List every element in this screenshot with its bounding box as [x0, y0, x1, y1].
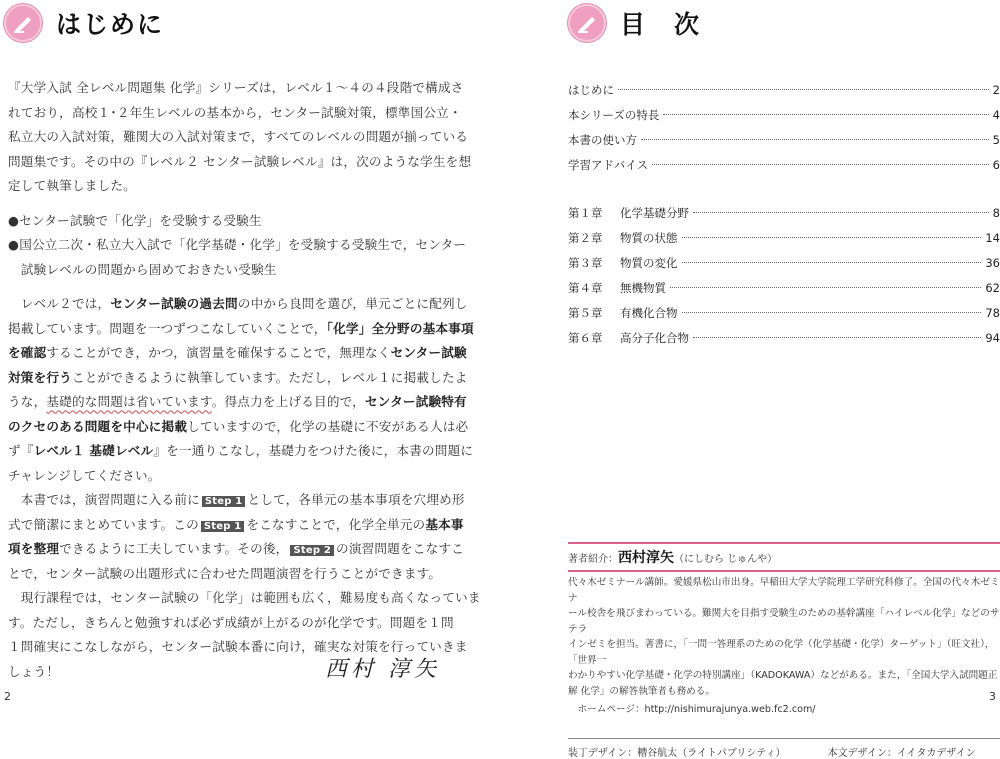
section-header — [568, 4, 701, 42]
author-name: 西村淳矢 — [618, 550, 674, 566]
bio-line: 代々木ゼミナール講師。愛媛県松山市出身。早稲田大学大学院理工学研究科修了。全国の代々木ゼミナ — [568, 577, 1000, 604]
text: うな， — [8, 394, 47, 409]
toc-label: はじめに — [568, 83, 614, 97]
text-line — [8, 537, 464, 562]
text: 』を一通りこなし，基礎力をつけた後に，本書の問題に — [153, 443, 474, 458]
text-line — [8, 125, 469, 150]
text: の演習問題をこなすこ — [336, 541, 464, 556]
bold-text: センター試験特有 — [364, 394, 467, 409]
text-line — [8, 317, 474, 342]
toc-label: 化学基礎分野 — [620, 206, 689, 220]
bold-text: レベル１ 基礎レベル — [33, 443, 154, 458]
chapter-number: 第１章 — [568, 206, 603, 220]
leader-dots — [652, 164, 989, 165]
step-badge: Step 2 — [290, 545, 334, 556]
text-line — [8, 415, 469, 440]
toc-item[interactable] — [568, 251, 1000, 276]
divider — [568, 570, 1000, 572]
toc-page: 4 — [992, 108, 1000, 122]
author-reading: （にしむら じゅんや） — [674, 554, 778, 565]
text: 問題集です。その中の『レベル２ センター試験レベル』は，次のような学生を想 — [8, 153, 472, 169]
toc-page: 14 — [985, 231, 1000, 245]
step-badge: Step 1 — [201, 521, 245, 532]
text: １問確実にこなしながら，センター試験本番に向け，確実な対策を行っていきま — [8, 639, 468, 654]
toc-label: 物質の状態 — [620, 231, 678, 245]
toc-label: 本シリーズの特長 — [568, 108, 660, 122]
text: していますので，化学の基礎に不安がある人は必 — [187, 418, 469, 434]
text-line — [8, 174, 438, 199]
text: 定して執筆しました。 — [8, 178, 136, 193]
bold-text: 「化学」全分野の基本事項 — [326, 320, 474, 336]
leader-dots — [670, 287, 981, 288]
text-line — [8, 513, 464, 538]
bold-text: センター試験 — [390, 345, 467, 360]
author-homepage: ホームページ：http://nishimurajunya.web.fc2.com/ — [568, 704, 816, 715]
leader-dots — [693, 337, 981, 338]
toc-page: 94 — [985, 331, 1000, 345]
underlined-text: 基礎的な問題は省いています — [46, 394, 212, 409]
bio-line: インゼミを担当。著書に，「一問一答理系のための化学（化学基礎・化学）ターゲット」（旺文社），「世界一 — [568, 639, 995, 666]
author-signature: 西村 淳矢 — [325, 657, 440, 682]
toc-item[interactable] — [568, 301, 1000, 326]
right-page — [500, 0, 1000, 759]
toc-item[interactable] — [568, 103, 1000, 128]
leader-dots — [618, 89, 989, 90]
text: 現行課程では，センター試験の「化学」は範囲も広く，難易度も高くなっていま — [8, 590, 481, 605]
toc-item[interactable] — [568, 201, 1000, 226]
bullet-text: ●センター試験で「化学」を受験する受験生 — [8, 212, 262, 228]
chapter-number: 第３章 — [568, 256, 603, 270]
pen-icon — [4, 4, 42, 42]
divider — [568, 738, 1000, 739]
bold-text: センター試験の過去問 — [110, 296, 238, 311]
chapter-number: 第５章 — [568, 306, 603, 320]
design-credits — [568, 744, 1000, 759]
toc-label: 有機化合物 — [620, 306, 678, 320]
step-badge: Step 1 — [202, 496, 246, 507]
credits — [568, 542, 1000, 759]
text-line — [8, 292, 468, 317]
text: レベル２では， — [8, 296, 111, 311]
leader-dots — [663, 114, 988, 115]
toc-item[interactable] — [568, 226, 1000, 251]
left-page — [0, 0, 500, 706]
bullet-text: 試験レベルの問題から固めておきたい受験生 — [8, 261, 277, 277]
text-line — [8, 76, 464, 101]
leader-dots — [641, 139, 989, 140]
chapter-number: 第６章 — [568, 331, 603, 345]
toc-page: 5 — [992, 133, 1000, 147]
bullet-text: ●国公立二次・私立大入試で「化学基礎・化学」を受験する受験生で，センター — [8, 237, 467, 252]
text-line — [8, 366, 468, 391]
page-number: 3 — [989, 690, 996, 703]
text-line — [8, 439, 474, 464]
text-line — [8, 562, 442, 587]
text: ず『 — [8, 443, 34, 458]
author-heading — [568, 544, 1000, 570]
text-line — [8, 233, 467, 258]
bio-line: わかりやすい化学基礎・化学の特別講座」（KADOKAWA）などがある。また，「全国大学入試問題正 — [568, 670, 998, 681]
text-line — [8, 209, 438, 234]
toc-label: 高分子化合物 — [620, 331, 689, 345]
leader-dots — [682, 312, 982, 313]
text: 私立大の入試対策，難関大の入試対策まで，すべてのレベルの問題が揃っている — [8, 129, 469, 144]
text: とで，センター試験の出題形式に合わせた問題演習を行うことができます。 — [8, 565, 442, 581]
bold-text: 対策を行う — [8, 369, 72, 385]
cover-design: 装丁デザイン：糟谷航太（ライトパブリシティ） — [568, 747, 786, 759]
toc-label: 本書の使い方 — [568, 133, 637, 147]
bio-line: ール校舎を飛びまわっている。難関大を目指す受験生のための基幹講座「ハイレベル化学」などのサテラ — [568, 608, 1000, 635]
text-line — [8, 611, 454, 636]
toc-page: 62 — [985, 281, 1000, 295]
bio-line: 解 化学」の解答執筆者も務める。 — [568, 685, 715, 697]
toc-item[interactable] — [568, 326, 1000, 351]
toc-label: 学習アドバイス — [568, 158, 649, 172]
text: できるように工夫しています。その後， — [59, 541, 289, 556]
text: 。得点力を上げる目的で， — [211, 394, 365, 409]
chapter-number: 第４章 — [568, 281, 603, 295]
text: しょう！ — [8, 663, 60, 679]
paragraph-gap — [8, 282, 438, 292]
toc-page: 2 — [992, 83, 1000, 97]
text-line — [8, 586, 481, 611]
toc-item[interactable] — [568, 153, 1000, 178]
text: として，各単元の基本事項を穴埋め形 — [247, 492, 465, 507]
bold-text: を確認 — [8, 345, 47, 360]
text: 式で簡潔にまとめています。この — [8, 516, 199, 532]
text-line — [8, 464, 438, 489]
author-bio — [568, 575, 1000, 699]
author-label: 著者紹介： — [568, 554, 618, 565]
text: ことができるように執筆しています。ただし，レベル１に掲載したよ — [71, 369, 468, 385]
toc-item[interactable] — [568, 276, 1000, 301]
page-title: 目 次 — [620, 10, 702, 39]
bold-text: 基本事 — [425, 516, 464, 532]
toc-label: 物質の変化 — [620, 256, 678, 270]
text: す。ただし，きちんと勉強すれば必ず成績が上がるのが化学です。問題を１問 — [8, 614, 454, 630]
toc-page: 36 — [985, 256, 1000, 270]
text: 掲載しています。問題を一つずつこなしていくことで， — [8, 320, 327, 336]
chapter-number: 第２章 — [568, 231, 603, 245]
page-title: はじめに — [56, 10, 165, 39]
bold-text: のクセのある問題を中心に掲載 — [8, 418, 188, 434]
toc-front — [568, 78, 1000, 178]
toc-page: 6 — [992, 158, 1000, 172]
text-line — [8, 390, 467, 415]
toc-page: 8 — [992, 206, 1000, 220]
body-design: 本文デザイン：イイタカデザイン — [827, 747, 976, 759]
bold-text: 項を整理 — [8, 541, 60, 556]
toc-item[interactable] — [568, 128, 1000, 153]
toc-label: 無機物質 — [620, 281, 666, 295]
text: の中から良問を選び，単元ごとに配列し — [237, 296, 468, 311]
text: 『大学入試 全レベル問題集 化学』シリーズは，レベル１～４の４段階で構成さ — [8, 80, 464, 95]
text-line — [8, 101, 462, 126]
toc-item[interactable] — [568, 78, 1000, 103]
text-line — [8, 258, 438, 283]
text-line — [8, 150, 472, 175]
text-line — [8, 341, 467, 366]
pen-icon — [568, 4, 606, 42]
intro-text — [8, 76, 481, 684]
toc-chapters — [568, 201, 1000, 351]
leader-dots — [682, 262, 982, 263]
leader-dots — [682, 237, 982, 238]
text-line — [8, 488, 465, 513]
toc-page: 78 — [985, 306, 1000, 320]
text: をこなすことで，化学全単元の — [246, 516, 426, 532]
text: チャレンジしてください。 — [8, 467, 161, 483]
leader-dots — [693, 212, 989, 213]
section-header — [4, 4, 164, 42]
page-number: 2 — [4, 690, 11, 703]
paragraph-gap — [8, 199, 438, 209]
text: することができ，かつ，演習量を確保することで，無理なく — [46, 345, 391, 360]
text: れており，高校１･２年生レベルの基本から，センター試験対策，標準国公立・ — [8, 104, 462, 120]
text: 本書では，演習問題に入る前に — [8, 492, 200, 507]
